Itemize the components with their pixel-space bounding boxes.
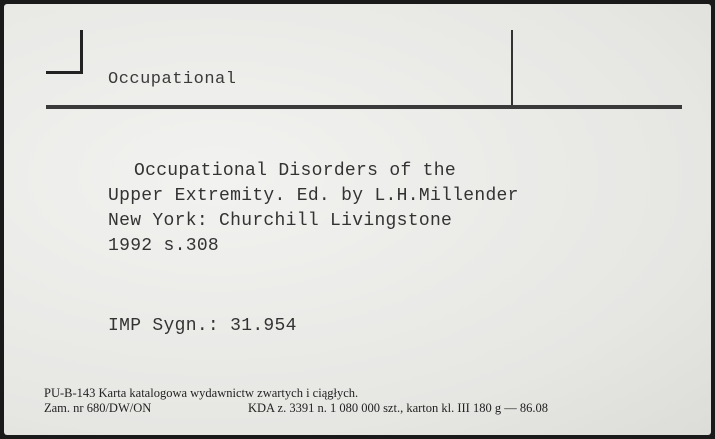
footer-order-number: Zam. nr 680/DW/ON bbox=[44, 401, 152, 415]
corner-mark-vertical bbox=[80, 30, 83, 74]
footer-form-line: PU-B-143 Karta katalogowa wydawnictw zwartych i ciągłych. bbox=[44, 386, 359, 400]
call-number: IMP Sygn.: 31.954 bbox=[108, 316, 297, 336]
card-heading: Occupational bbox=[108, 70, 237, 89]
corner-mark-horizontal bbox=[46, 71, 83, 74]
title-line-1: Occupational Disorders of the bbox=[134, 161, 456, 181]
footer-print-info: KDA z. 3391 n. 1 080 000 szt., karton kl. III 180 g — 86.08 bbox=[248, 401, 548, 415]
year-pages-line: 1992 s.308 bbox=[108, 236, 220, 256]
title-line-2: Upper Extremity. Ed. by L.H.Millender bbox=[108, 186, 519, 206]
catalog-card bbox=[4, 4, 711, 435]
horizontal-rule bbox=[46, 105, 682, 109]
publisher-line: New York: Churchill Livingstone bbox=[108, 211, 453, 231]
vertical-rule bbox=[511, 30, 513, 105]
